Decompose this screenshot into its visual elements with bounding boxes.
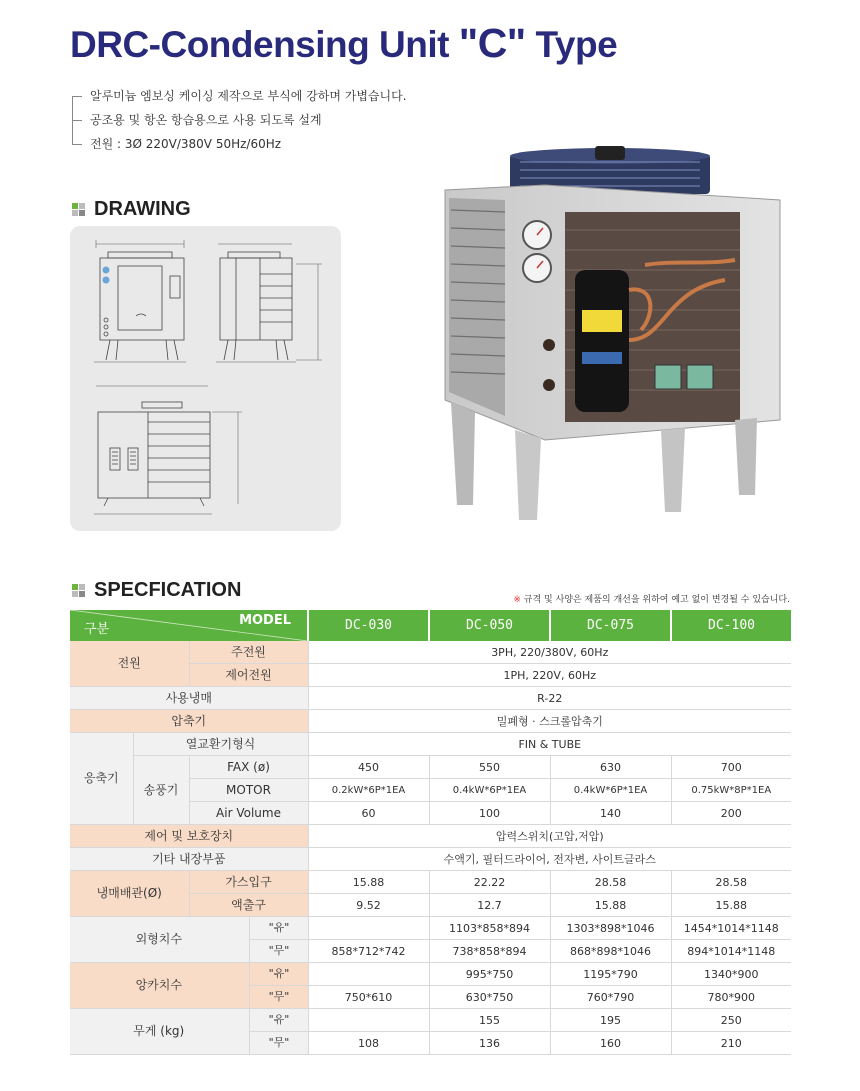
air-volume-value: 140 xyxy=(550,802,671,825)
title-suffix: Type xyxy=(525,24,618,65)
table-corner-cell xyxy=(70,610,308,641)
model-header: DC-100 xyxy=(671,610,791,641)
weight-without-value: 136 xyxy=(429,1032,550,1055)
table-row xyxy=(70,687,791,710)
liquid-outlet-label: 액출구 xyxy=(189,894,308,917)
protection-value: 압력스위치(고압,저압) xyxy=(308,825,791,848)
weight-label-text: 무게 (kg) xyxy=(133,1024,185,1038)
variant-with-label: "유" xyxy=(249,963,308,986)
liquid-outlet-value: 15.88 xyxy=(550,894,671,917)
page-title xyxy=(70,20,617,67)
feature-item: 공조용 및 항온 항습용으로 사용 되도록 설계 xyxy=(72,110,452,134)
variant-without-label: "무" xyxy=(249,986,308,1009)
anchor-with-value: 1195*790 xyxy=(550,963,671,986)
air-volume-label: Air Volume xyxy=(189,802,308,825)
front-view-drawing xyxy=(94,240,186,362)
power-label: 전원 xyxy=(70,641,189,687)
builtin-label: 기타 내장부품 xyxy=(70,848,308,871)
table-header-row xyxy=(70,610,791,641)
refrigerant-label: 사용냉매 xyxy=(70,687,308,710)
hx-type-value: FIN & TUBE xyxy=(308,733,791,756)
dims-without-value: 738*858*894 xyxy=(429,940,550,963)
anchor-with-value: 995*750 xyxy=(429,963,550,986)
weight-with-value: 195 xyxy=(550,1009,671,1032)
variant-with-label: "유" xyxy=(249,1009,308,1032)
table-row xyxy=(70,825,791,848)
main-power-label: 주전원 xyxy=(189,641,308,664)
compressor-icon xyxy=(575,270,629,412)
spec-heading-text: SPECFICATION xyxy=(94,579,242,601)
fax-value: 630 xyxy=(550,756,671,779)
control-power-label: 제어전원 xyxy=(189,664,308,687)
condenser-label: 응축기 xyxy=(70,733,133,825)
table-row xyxy=(70,710,791,733)
weight-with-value: 155 xyxy=(429,1009,550,1032)
anchor-label-text: 앙카치수 xyxy=(135,978,182,992)
table-row xyxy=(70,641,791,664)
condensing-unit-illustration xyxy=(425,140,800,525)
air-volume-value: 100 xyxy=(429,802,550,825)
table-row xyxy=(70,963,791,986)
motor-label: MOTOR xyxy=(189,779,308,802)
product-photo xyxy=(425,140,800,525)
liquid-outlet-value: 12.7 xyxy=(429,894,550,917)
table-row xyxy=(70,917,791,940)
title-type-letter: C xyxy=(477,20,507,66)
weight-without-value: 210 xyxy=(671,1032,791,1055)
fan-label: 송풍기 xyxy=(133,756,189,825)
compressor-label: 압축기 xyxy=(70,710,308,733)
variant-with-label: "유" xyxy=(249,917,308,940)
category-label: 구분 xyxy=(84,622,110,637)
dims-label-text: 외형치수 xyxy=(135,932,182,946)
spec-table xyxy=(70,610,791,1055)
anchor-without-value: 760*790 xyxy=(550,986,671,1009)
protection-label: 제어 및 보호장치 xyxy=(70,825,308,848)
note-mark: ※ xyxy=(513,595,521,605)
technical-drawing xyxy=(70,226,341,531)
motor-value: 0.4kW*6P*1EA xyxy=(550,779,671,802)
builtin-value: 수액기, 필터드라이어, 전자변, 사이트글라스 xyxy=(308,848,791,871)
main-power-value: 3PH, 220/380V, 60Hz xyxy=(308,641,791,664)
weight-without-value: 108 xyxy=(308,1032,429,1055)
spec-heading xyxy=(72,579,241,602)
table-row xyxy=(70,1009,791,1032)
motor-value: 0.4kW*6P*1EA xyxy=(429,779,550,802)
table-row xyxy=(70,848,791,871)
dims-with-value: 1303*898*1046 xyxy=(550,917,671,940)
spec-note xyxy=(513,592,790,605)
motor-value: 0.2kW*6P*1EA xyxy=(308,779,429,802)
fax-label: FAX (ø) xyxy=(189,756,308,779)
plan-view-drawing xyxy=(94,386,242,514)
liquid-outlet-value: 9.52 xyxy=(308,894,429,917)
gas-inlet-value: 22.22 xyxy=(429,871,550,894)
dims-without-value: 868*898*1046 xyxy=(550,940,671,963)
dims-without-value: 858*712*742 xyxy=(308,940,429,963)
feature-list xyxy=(72,86,452,158)
weight-without-value: 160 xyxy=(550,1032,671,1055)
feature-item: 전원 : 3Ø 220V/380V 50Hz/60Hz xyxy=(72,134,452,158)
piping-label: 냉매배관(Ø) xyxy=(70,871,189,917)
technical-drawing-panel xyxy=(70,226,341,531)
table-row xyxy=(70,756,791,779)
motor-value: 0.75kW*8P*1EA xyxy=(671,779,791,802)
compressor-value: 밀폐형 · 스크롤압축기 xyxy=(308,710,791,733)
anchor-without-value: 780*900 xyxy=(671,986,791,1009)
model-header: DC-050 xyxy=(429,610,550,641)
liquid-outlet-value: 15.88 xyxy=(671,894,791,917)
dims-without-value: 894*1014*1148 xyxy=(671,940,791,963)
anchor-with-value: 1340*900 xyxy=(671,963,791,986)
title-prefix: DRC-Condensing Unit xyxy=(70,24,459,65)
squares-icon xyxy=(72,584,86,598)
air-volume-value: 200 xyxy=(671,802,791,825)
weight-with-value xyxy=(308,1009,429,1032)
title-quote-close: " xyxy=(506,20,526,66)
fax-value: 450 xyxy=(308,756,429,779)
fax-value: 700 xyxy=(671,756,791,779)
model-label: MODEL xyxy=(239,613,292,628)
weight-with-value: 250 xyxy=(671,1009,791,1032)
air-volume-value: 60 xyxy=(308,802,429,825)
title-quote-open: " xyxy=(458,20,478,66)
model-header: DC-075 xyxy=(550,610,671,641)
feature-item: 알루미늄 엠보싱 케이싱 제작으로 부식에 강하며 가볍습니다. xyxy=(72,86,452,110)
side-view-drawing xyxy=(216,244,322,362)
drawing-heading xyxy=(72,198,191,221)
model-header: DC-030 xyxy=(308,610,429,641)
anchor-with-value xyxy=(308,963,429,986)
dims-with-value xyxy=(308,917,429,940)
control-power-value: 1PH, 220V, 60Hz xyxy=(308,664,791,687)
variant-without-label: "무" xyxy=(249,940,308,963)
gas-inlet-value: 28.58 xyxy=(671,871,791,894)
anchor-without-value: 750*610 xyxy=(308,986,429,1009)
dims-with-value: 1103*858*894 xyxy=(429,917,550,940)
hx-type-label: 열교환기형식 xyxy=(133,733,308,756)
fax-value: 550 xyxy=(429,756,550,779)
drawing-heading-text: DRAWING xyxy=(94,198,191,220)
refrigerant-value: R-22 xyxy=(308,687,791,710)
variant-labels xyxy=(249,917,308,1055)
note-text: 규격 및 사양은 제품의 개선을 위하여 예고 없이 변경될 수 있습니다. xyxy=(523,595,790,605)
variant-without-label: "무" xyxy=(249,1032,308,1055)
squares-icon xyxy=(72,203,86,217)
table-row xyxy=(70,733,791,756)
gas-inlet-value: 28.58 xyxy=(550,871,671,894)
table-row xyxy=(70,871,791,894)
dims-with-value: 1454*1014*1148 xyxy=(671,917,791,940)
gas-inlet-label: 가스입구 xyxy=(189,871,308,894)
anchor-without-value: 630*750 xyxy=(429,986,550,1009)
gas-inlet-value: 15.88 xyxy=(308,871,429,894)
